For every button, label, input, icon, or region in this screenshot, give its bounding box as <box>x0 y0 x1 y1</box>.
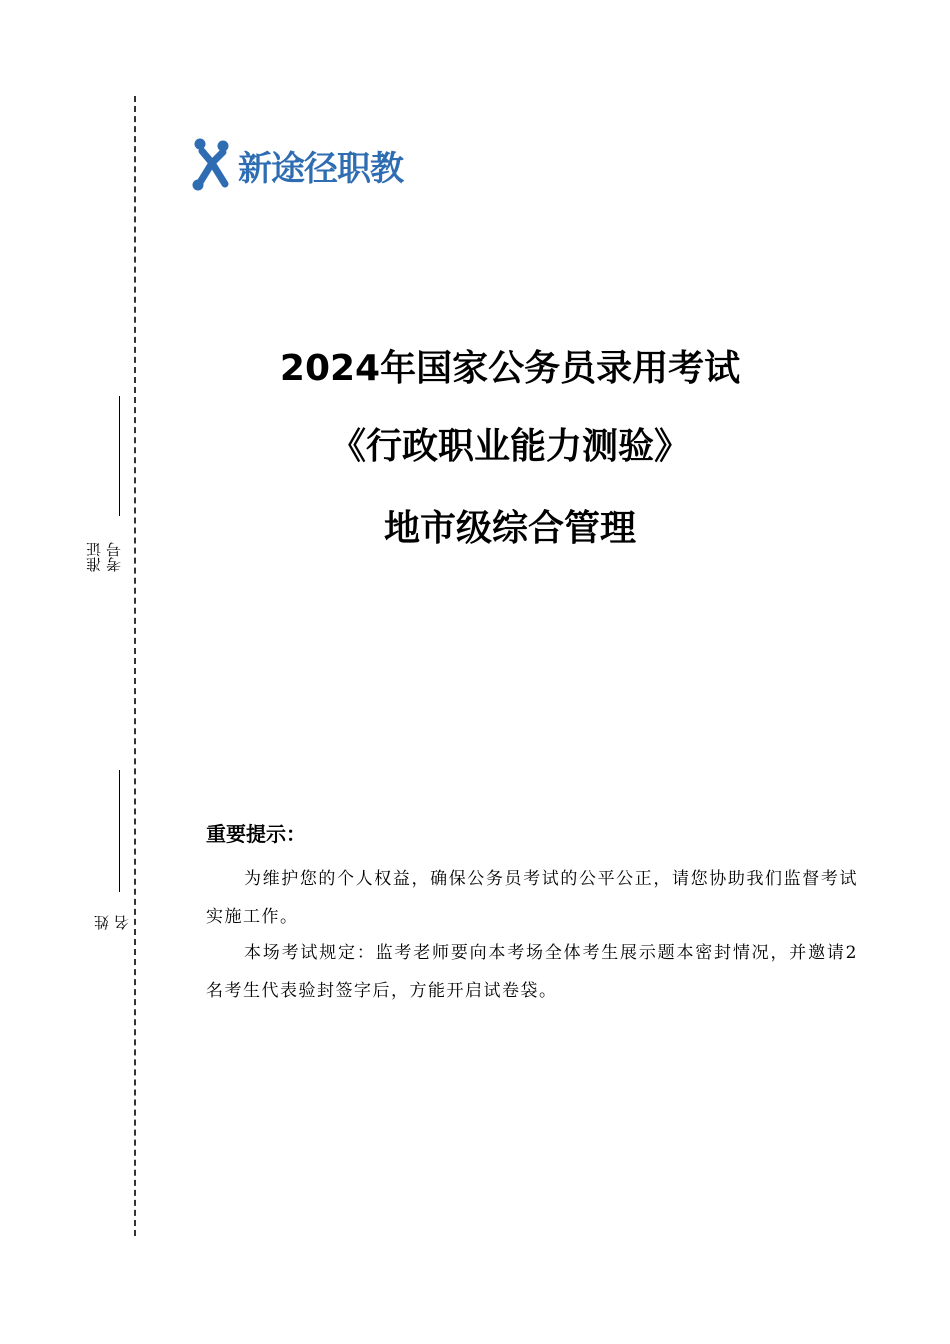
name-label: 姓名 <box>93 911 131 930</box>
exam-title-category: 地市级综合管理 <box>383 508 636 549</box>
notice-paragraph: 本场考试规定：监考老师要向本考场全体考生展示题本密封情况，并邀请2名考生代表验封签字后，方能开启试卷袋。 <box>206 943 858 1001</box>
notice-paragraph: 为维护您的个人权益，确保公务员考试的公平公正，请您协助我们监督考试实施工作。 <box>206 869 858 927</box>
brand-name: 新途径职教 <box>238 148 403 189</box>
brand-logo <box>192 138 403 192</box>
name-underline <box>119 770 120 892</box>
notice-heading: 重要提示： <box>206 822 306 846</box>
exam-title-year: 2024年国家公务员录用考试 <box>279 348 741 389</box>
x-person-logo-icon <box>192 138 232 192</box>
binding-dashed-line <box>134 96 136 1236</box>
exam-number-label: 准证考号 <box>85 542 123 572</box>
exam-title-subject: 《行政职业能力测验》 <box>329 426 690 467</box>
